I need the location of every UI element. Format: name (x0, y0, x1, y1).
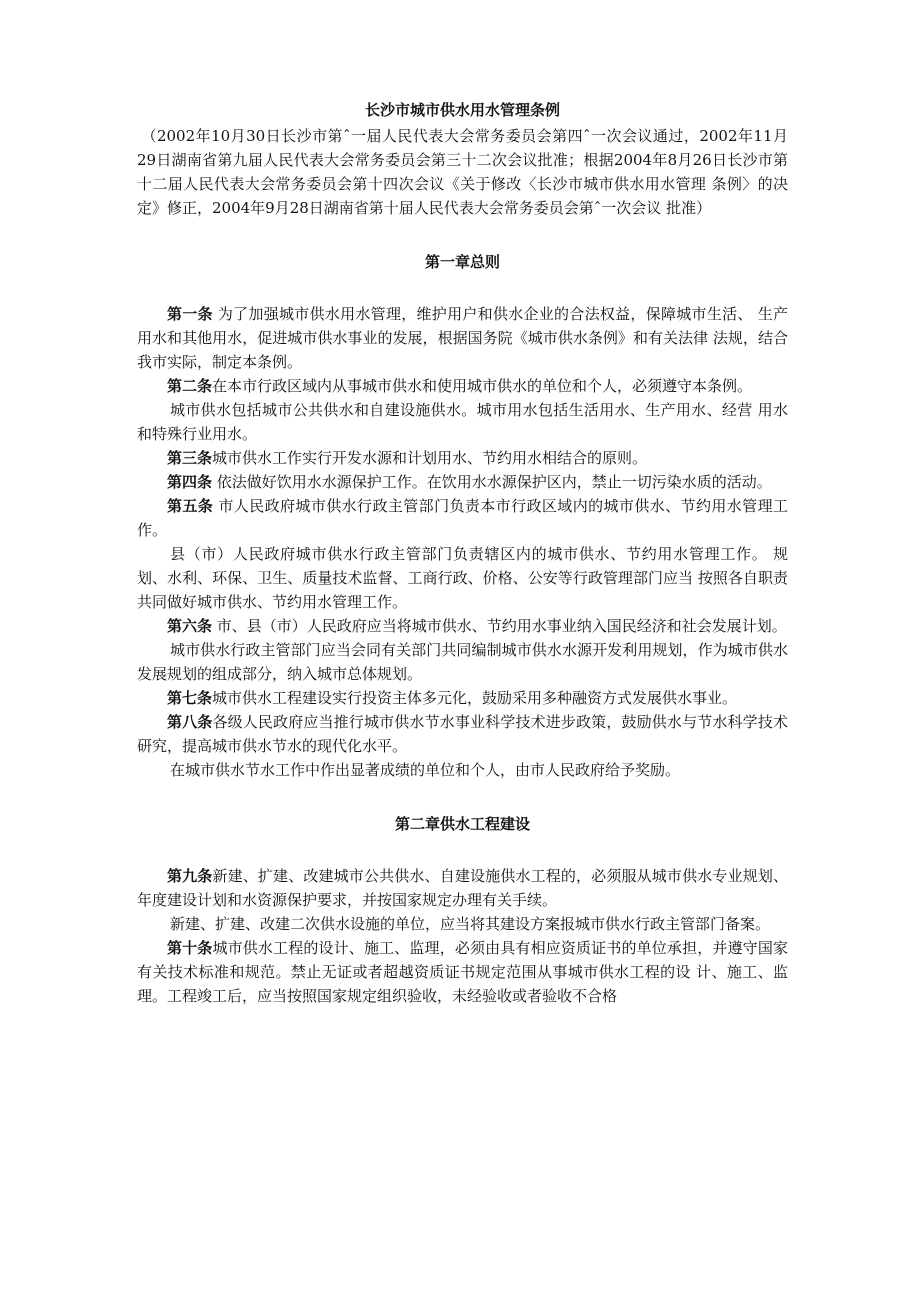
article-8 (137, 710, 788, 758)
article-9-paragraph-2: 新建、扩建、改建二次供水设施的单位，应当将其建设方案报城市供水行政主管部门备案。 (170, 915, 771, 933)
article-9-text: 新建、扩建、改建城市公共供水、自建设施供水工程的，必须服从城市供水专业规划、年度建设计划和水资源保护要求，并按国家规定办理有关手续。 (137, 867, 788, 909)
article-6 (137, 614, 788, 638)
chapter-2-heading: 第二章供水工程建设 (394, 815, 530, 833)
article-5-label: 第五条 (167, 497, 214, 515)
article-2 (137, 374, 788, 398)
chapter-1-heading: 第一章总则 (424, 253, 500, 271)
article-5-text: 市人民政府城市供水行政主管部门负责本市行政区域内的城市供水、节约用水管理工作。 (137, 497, 788, 539)
document-title: 长沙市城市供水用水管理条例 (364, 101, 560, 119)
article-3-label: 第三条 (167, 449, 213, 467)
article-3 (137, 446, 788, 470)
article-8-text: 各级人民政府应当推行城市供水节水事业科学技术进步政策，鼓励供水与节水科学技术研究，提高城市供水节水的现代化水平。 (137, 713, 788, 755)
article-9-label: 第九条 (167, 867, 213, 885)
article-2-label: 第二条 (167, 377, 213, 395)
article-4-label: 第四条 (167, 473, 213, 491)
article-7 (137, 686, 788, 710)
article-6-label: 第六条 (167, 617, 213, 635)
article-1-label: 第一条 (167, 305, 213, 323)
article-3-text: 城市供水工作实行开发水源和计划用水、节约用水相结合的原则。 (212, 449, 648, 467)
article-8-paragraph-2: 在城市供水节水工作中作出显著成绩的单位和个人，由市人民政府给予奖励。 (170, 761, 681, 779)
article-6-paragraph-2: 城市供水行政主管部门应当会同有关部门共同编制城市供水水源开发利用规划，作为城市供水发展规划的组成部分，纳入城市总体规划。 (137, 641, 788, 683)
article-7-text: 城市供水工程建设实行投资主体多元化，鼓励采用多种融资方式发展供水事业。 (212, 689, 738, 707)
article-10-text: 城市供水工程的设计、施工、监理，必须由具有相应资质证书的单位承担，并遵守国家有关技术标准和规范。禁止无证或者超越资质证书规定范围从事城市供水工程的设 计、施工、监理。工程竣工后，应当按照国家规定组织验收，未经验收或者验收不合格 (137, 939, 788, 1005)
article-10 (137, 936, 788, 1008)
article-4-text: 依法做好饮用水水源保护工作。在饮用水水源保护区内，禁止一切污染水质的活动。 (212, 473, 772, 491)
article-2-text: 在本市行政区域内从事城市供水和使用城市供水的单位和个人，必须遵守本条例。 (212, 377, 753, 395)
article-7-label: 第七条 (167, 689, 213, 707)
article-4 (137, 470, 788, 494)
article-10-label: 第十条 (167, 939, 213, 957)
article-5-paragraph-2: 县（市）人民政府城市供水行政主管部门负责辖区内的城市供水、节约用水管理工作。 规划、水利、环保、卫生、质量技术监督、工商行政、价格、公安等行政管理部门应当 按照各自职责共同做好城市供水、节约用水管理工作。 (137, 545, 788, 611)
article-8-label: 第八条 (167, 713, 213, 731)
article-1 (137, 302, 788, 374)
article-9 (137, 864, 788, 912)
article-6-text: 市、县（市）人民政府应当将城市供水、节约用水事业纳入国民经济和社会发展计划。 (212, 617, 787, 635)
document-preamble: （2002年10月30日长沙市第ˆ一届人民代表大会常务委员会第四ˆ一次会议通过，2002年11月29日湖南省第九届人民代表大会常务委员会第三十二次会议批准；根据2004年8月26日长沙市第十二届人民代表大会常务委员会第十四次会议《关于修改〈长沙市城市供水用水管理 条例〉的决定》修正，2004年9月28日湖南省第十届人民代表大会常务委员会第ˆ一次会议 批准） (137, 127, 788, 217)
article-2-paragraph-2: 城市供水包括城市公共供水和自建设施供水。城市用水包括生活用水、生产用水、经营 用水和特殊行业用水。 (137, 401, 788, 443)
article-1-text: 为了加强城市供水用水管理，维护用户和供水企业的合法权益，保障城市生活、 生产用水和其他用水，促进城市供水事业的发展，根据国务院《城市供水条例》和有关法律 法规，结合我市实际，制定本条例。 (137, 305, 788, 371)
article-5 (137, 494, 788, 542)
